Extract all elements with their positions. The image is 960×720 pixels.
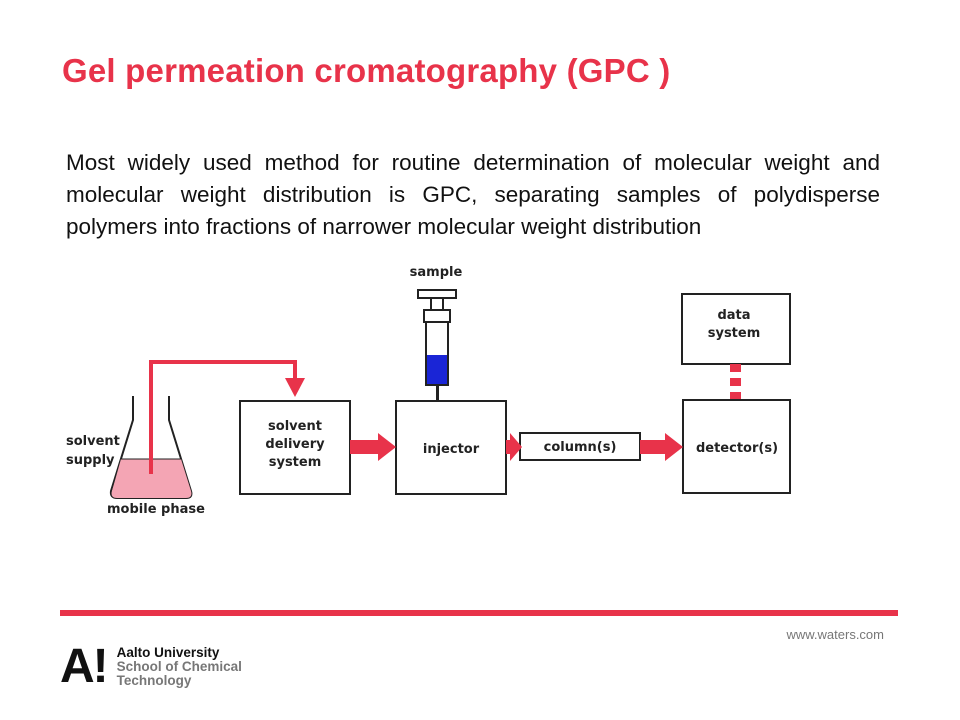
detector-label: detector(s): [695, 441, 779, 456]
data-system-label-line2: system: [707, 326, 761, 341]
solvent-supply-label-line1: solvent: [66, 434, 120, 449]
flow-arrow-delivery-injector: [350, 433, 396, 461]
syringe-icon: [418, 290, 456, 401]
solvent-feed-arrowhead: [285, 378, 305, 397]
delivery-label-line1: solvent: [268, 419, 322, 434]
flow-arrow-column-detector: [640, 433, 683, 461]
solvent-supply-label-line2: supply: [66, 453, 115, 468]
sample-label: sample: [409, 265, 463, 280]
slide-title: Gel permeation cromatography (GPC ): [62, 52, 671, 89]
source-credit: www.waters.com: [786, 627, 884, 642]
column-label: column(s): [543, 440, 617, 455]
delivery-label-line2: delivery: [265, 437, 325, 452]
aalto-logo-text: [117, 646, 242, 688]
delivery-label-line3: system: [268, 455, 322, 470]
logo-school-line1: School of Chemical: [116, 659, 242, 674]
body-paragraph: Most widely used method for routine determination of molecular weight and molecular weight distribution is GPC, separating samples of polydisperse polymers into fractions of narrower molecular weight distribution: [66, 150, 880, 239]
aalto-logo-mark: A!: [60, 640, 107, 693]
footer-divider: [60, 610, 898, 616]
injector-label: injector: [422, 442, 480, 457]
aalto-logo: [60, 640, 242, 693]
logo-university: Aalto University: [116, 645, 220, 660]
data-system-label-line1: data: [717, 308, 751, 323]
mobile-phase-label: mobile phase: [107, 502, 205, 517]
logo-school-line2: Technology: [116, 673, 192, 688]
data-link-connector: [730, 364, 741, 400]
